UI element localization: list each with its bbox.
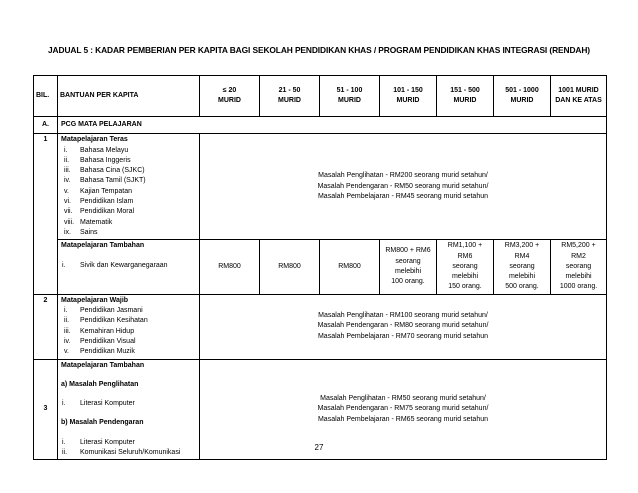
row-2-rates: Masalah Penglihatan - RM100 seorang murid setahun/ Masalah Pendengaran - RM80 seorang murid setahun/ Masalah Pembelajaran - RM70 seorang murid setahun	[200, 294, 607, 359]
row-1	[34, 134, 607, 240]
section-a-row	[34, 117, 607, 134]
row-1b-value-5: RM1,100 + RM6 seorang melebihi 150 orang.	[437, 240, 494, 294]
list-item: iv. Bahasa Tamil (SJKT)	[64, 177, 146, 185]
row-3-heading: Matapelajaran Tambahan	[61, 361, 145, 369]
list-item: iii. Kemahiran Hidup	[64, 327, 135, 335]
row-1b-heading: Matapelajaran Tambahan	[61, 242, 145, 250]
list-item: vi. Pendidikan Islam	[64, 198, 134, 206]
list-item: i. Bahasa Melayu	[64, 146, 129, 154]
list-item: iii. Bahasa Cina (SJKC)	[64, 167, 145, 175]
row-1b	[34, 240, 607, 294]
row-1b-subjects	[58, 240, 200, 294]
header-col-2: 21 - 50 MURID	[260, 76, 320, 117]
row-3-sub-a: a) Masalah Penglihatan	[61, 380, 139, 388]
header-bil: BIL.	[34, 76, 58, 117]
page-number: 27	[314, 443, 324, 452]
row-1b-value-1: RM800	[200, 240, 260, 294]
table-title: JADUAL 5 : KADAR PEMBERIAN PER KAPITA BAGI SEKOLAH PENDIDIKAN KHAS / PROGRAM PENDIDIKAN KHAS INTEGRASI (RENDAH)	[48, 45, 590, 55]
header-col-4: 101 - 150 MURID	[380, 76, 437, 117]
row-2-list	[61, 306, 196, 357]
row-2-number: 2	[34, 294, 58, 359]
list-item: iv. Pendidikan Visual	[64, 337, 136, 345]
row-1-heading: Matapelajaran Teras	[61, 136, 128, 144]
row-1-rates: Masalah Penglihatan - RM200 seorang murid setahun/ Masalah Pendengaran - RM50 seorang murid setahun/ Masalah Pembelajaran - RM45 seorang murid setahun	[200, 134, 607, 240]
per-capita-table	[33, 75, 607, 460]
row-2-heading: Matapelajaran Wajib	[61, 296, 129, 304]
list-item: ii. Komunikasi Seluruh/Komunikasi	[62, 449, 181, 457]
section-a-label: PCG MATA PELAJARAN	[58, 117, 607, 134]
list-item: i. Literasi Komputer	[62, 400, 135, 408]
header-col-3: 51 - 100 MURID	[320, 76, 380, 117]
row-1b-value-4: RM800 + RM6 seorang melebihi 100 orang.	[380, 240, 437, 294]
header-bantuan: BANTUAN PER KAPITA	[58, 76, 200, 117]
row-2-subjects	[58, 294, 200, 359]
row-1b-value-6: RM3,200 + RM4 seorang melebihi 500 orang.	[494, 240, 551, 294]
row-3-sub-b: b) Masalah Pendengaran	[61, 419, 144, 427]
list-item: viii. Matematik	[64, 218, 113, 226]
header-col-7: 1001 MURID DAN KE ATAS	[551, 76, 607, 117]
row-1b-value-2: RM800	[260, 240, 320, 294]
header-row	[34, 76, 607, 117]
row-3-number: 3	[34, 359, 58, 460]
header-col-1: ≤ 20 MURID	[200, 76, 260, 117]
list-item: ii. Bahasa Inggeris	[64, 156, 131, 164]
row-1-subjects	[58, 134, 200, 240]
row-2	[34, 294, 607, 359]
list-item: i. Literasi Komputer	[62, 438, 135, 446]
row-3-rates: Masalah Penglihatan - RM50 seorang murid setahun/ Masalah Pendengaran - RM75 seorang murid setahun/ Masalah Pembelajaran - RM65 seorang murid setahun	[200, 359, 607, 460]
row-1b-value-7: RM5,200 + RM2 seorang melebihi 1000 orang.	[551, 240, 607, 294]
section-a-code: A.	[34, 117, 58, 134]
list-item: vii. Pendidikan Moral	[64, 208, 135, 216]
row-1-number: 1	[34, 134, 58, 294]
list-item: i. Pendidikan Jasmani	[64, 307, 143, 315]
list-item: ii. Pendidikan Kesihatan	[64, 317, 148, 325]
header-col-6: 501 - 1000 MURID	[494, 76, 551, 117]
header-col-5: 151 - 500 MURID	[437, 76, 494, 117]
list-item: i. Sivik dan Kewarganegaraan	[62, 261, 168, 269]
row-1b-value-3: RM800	[320, 240, 380, 294]
list-item: v. Pendidikan Muzik	[64, 348, 135, 356]
list-item: v. Kajian Tempatan	[64, 187, 133, 195]
list-item: ix. Sains	[64, 228, 98, 236]
row-1-list	[61, 146, 196, 239]
